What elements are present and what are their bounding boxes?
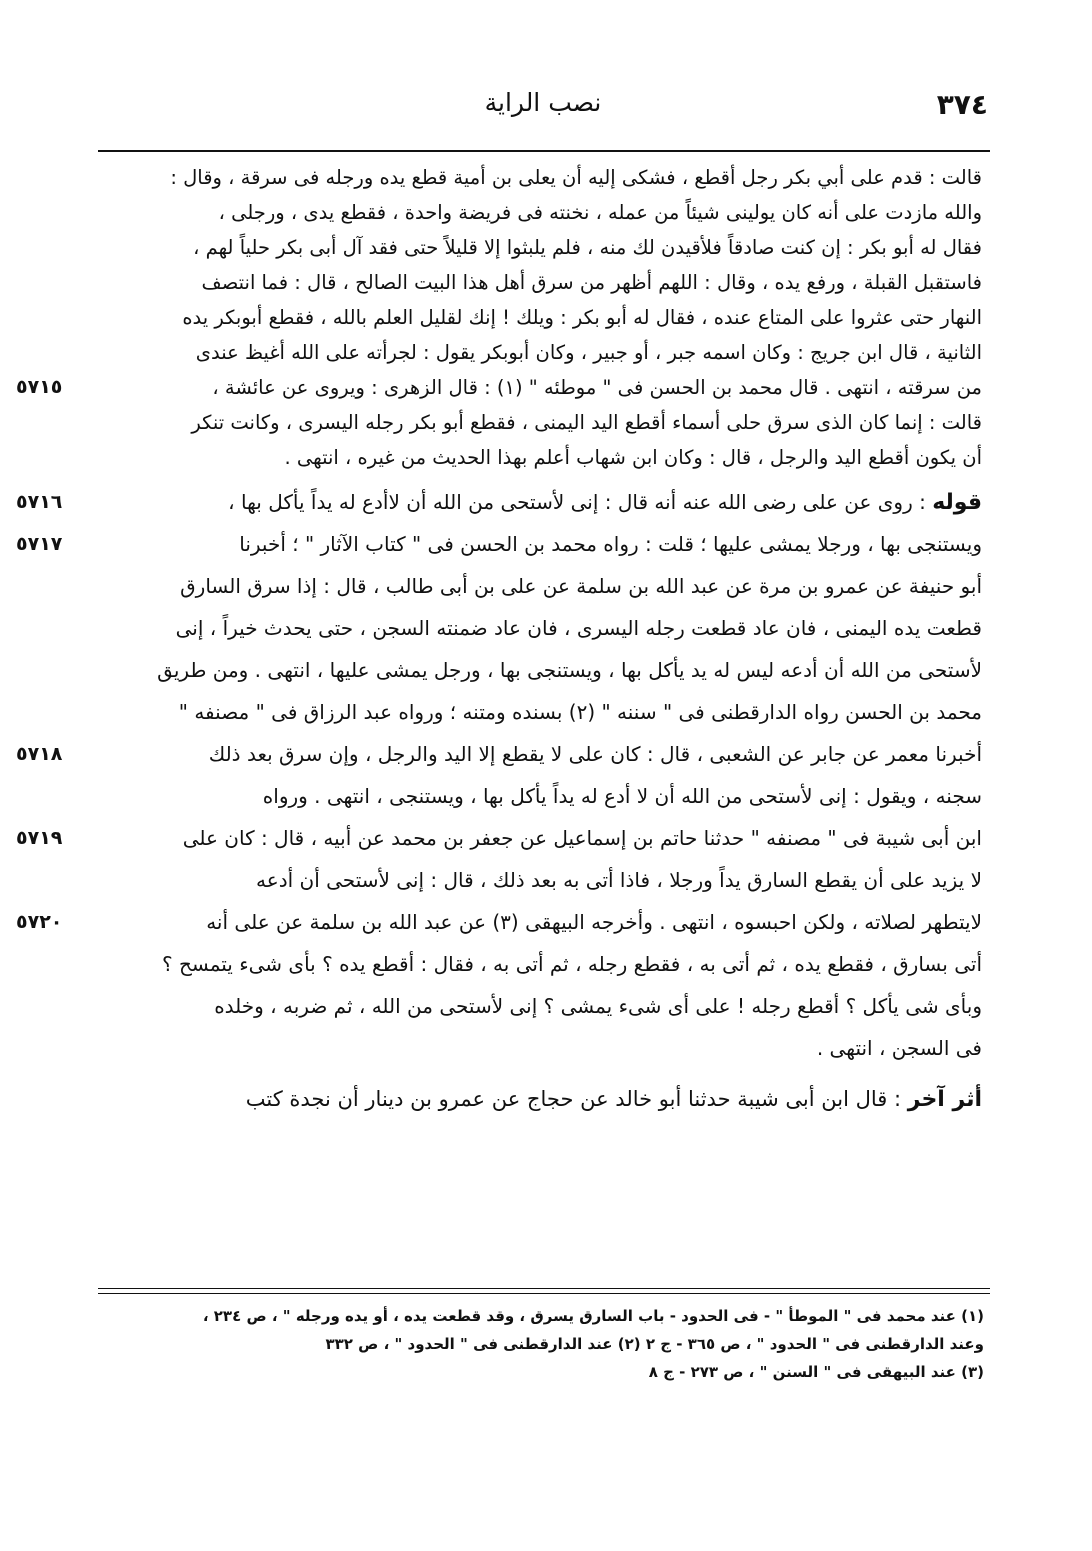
qawluhu-keyword: قوله — [932, 490, 982, 515]
text-line — [98, 607, 990, 649]
athar-akhar-keyword: أثر آخر — [907, 1087, 982, 1112]
athar-akhar-line — [98, 1077, 990, 1121]
line-text: قطعت يده اليمنى ، فان عاد قطعت رجله اليسرى ، فان عاد ضمنته السجن ، حتى يحدث خيراً ، إنى — [175, 616, 982, 640]
running-title: نصب الراية — [484, 88, 602, 117]
text-line — [98, 265, 990, 300]
text-line — [98, 943, 990, 985]
line-text: أن يكون أقطع اليد والرجل ، قال : وكان ابن شهاب أعلم بهذا الحديث من غيره ، انتهى . — [284, 446, 982, 469]
line-text: لا يزيد على أن يقطع السارق يداً ورجلا ، فاذا أتى به بعد ذلك ، قال : إنى لأستحى أن أدعه — [256, 868, 982, 892]
line-text: قالت : قدم على أبي بكر رجل أقطع ، فشكى إليه أن يعلى بن أمية قطع يده ورجله فى سرقة ، وقال : — [170, 166, 982, 189]
footnotes — [98, 1302, 990, 1386]
text-line — [98, 1027, 990, 1069]
line-text: أبو حنيفة عن عمرو بن مرة عن عبد الله بن سلمة عن على بن أبى طالب ، قال : إذا سرق السارق — [180, 574, 982, 598]
record-number: ٥٧١٩ — [16, 827, 63, 849]
record-number: ٥٧٢٠ — [16, 911, 63, 933]
text-line — [98, 775, 990, 817]
text-line — [98, 985, 990, 1027]
footnote-line: (٣) عند البيهقى فى " السنن " ، ص ٢٧٣ - ج ٨ — [648, 1363, 984, 1381]
line-text: أتى بسارق ، فقطع يده ، ثم أتى به ، فقطع رجله ، ثم أتى به ، فقال : أقطع يده ؟ بأى شىء يتمسح ؟ — [161, 952, 982, 976]
footnote-line: (١) عند محمد فى " الموطأ " - فى الحدود - باب السارق يسرق ، وقد قطعت يده ، أو يده ورجله " ، ص ٢٣٤ ، — [202, 1307, 984, 1325]
line-text: وبأى شى يأكل ؟ أقطع رجله ! على أى شىء يمشى ؟ إنى لأستحى من الله ، ثم ضربه ، وخلده — [214, 994, 982, 1018]
line-text: لأستحى من الله أن أدعه ليس له يد يأكل بها ، ويستنجى بها ، ورجل يمشى عليها ، انتهى . ومن طريق — [157, 658, 982, 682]
text-line — [98, 195, 990, 230]
record-number: ٥٧١٦ — [16, 491, 63, 513]
line-text: والله مازدت على أنه كان يولينى شيئاً من عمله ، نخنته فى فريضة واحدة ، فقطع يدى ، ورجلى ، — [218, 201, 982, 224]
record-number: ٥٧١٧ — [16, 533, 63, 555]
line-text: قالت : إنما كان الذى سرق حلى أسماء أقطع اليد اليمنى ، فقطع أبو بكر رجله اليسرى ، وكانت تنكر — [191, 411, 982, 434]
quote-line — [16, 481, 990, 523]
line-text: من سرقته ، انتهى . قال محمد بن الحسن فى " موطئه " (١) : قال الزهرى : ويروى عن عائشة ، — [212, 376, 982, 399]
line-text: أخبرنا معمر عن جابر عن الشعبى ، قال : كان على لا يقطع إلا اليد والرجل ، وإن سرق بعد ذلك — [208, 742, 982, 766]
record-number: ٥٧١٨ — [16, 743, 63, 765]
line-text: سجنه ، ويقول : إنى لأستحى من الله أن لا أدع له يداً يأكل بها ، ويستنجى ، انتهى . ورواه — [262, 784, 982, 808]
text-line — [16, 733, 990, 775]
line-text: الثانية ، قال ابن جريج : وكان اسمه جبر ، أو جبير ، وكان أبوبكر يقول : لجرأته على الله أغيظ عندى — [195, 341, 982, 364]
text-line — [98, 335, 990, 370]
line-text: لايتطهر لصلاته ، ولكن احبسوه ، انتهى . وأخرجه البيهقى (٣) عن عبد الله بن سلمة عن على أنه — [206, 910, 982, 934]
line-text: النهار حتى عثروا على المتاع عنده ، فقال له أبو بكر : ويلك ! إنك لقليل العلم بالله ، فقطع أبوبكر يده — [182, 306, 982, 329]
text-line — [98, 300, 990, 335]
text-line — [98, 691, 990, 733]
text-line — [16, 370, 990, 405]
record-number: ٥٧١٥ — [16, 376, 63, 398]
text-line — [98, 565, 990, 607]
text-line — [16, 901, 990, 943]
text-line — [98, 859, 990, 901]
page-number: ٣٧٤ — [936, 88, 988, 121]
page-header — [98, 88, 988, 136]
header-rule — [98, 150, 990, 152]
line-text: : قال ابن أبى شيبة حدثنا أبو خالد عن حجاج عن عمرو بن دينار أن نجدة كتب — [245, 1087, 902, 1111]
text-line — [16, 817, 990, 859]
line-text: محمد بن الحسن رواه الدارقطنى فى " سننه " (٢) بسنده ومتنه ؛ ورواه عبد الرزاق فى " مصنفه " — [178, 700, 982, 724]
text-line — [98, 649, 990, 691]
text-line — [98, 230, 990, 265]
main-text — [16, 160, 990, 1121]
footnote-line: وعند الدارقطنى فى " الحدود " ، ص ٣٦٥ - ج ٢ (٢) عند الدارقطنى فى " الحدود " ، ص ٣٣٢ — [325, 1335, 984, 1353]
text-line — [16, 523, 990, 565]
line-text: فقال له أبو بكر : إن كنت صادقاً فلأقيدن لك منه ، فلم يلبثوا إلا قليلاً حتى فقد آل أبى بكر حلياً لهم ، — [193, 236, 982, 259]
line-text: فى السجن ، انتهى . — [816, 1036, 982, 1060]
footnote-rule — [98, 1288, 990, 1294]
line-text: فاستقبل القبلة ، ورفع يده ، وقال : اللهم أظهر من سرق أهل هذا البيت الصالح ، قال : فما انتصف — [201, 271, 982, 294]
line-text: ابن أبى شيبة فى " مصنفه " حدثنا حاتم بن إسماعيل عن جعفر بن محمد عن أبيه ، قال : كان على — [182, 826, 982, 850]
text-line — [98, 405, 990, 440]
text-line — [98, 440, 990, 475]
line-text: : روى عن على رضى الله عنه أنه قال : إنى لأستحى من الله أن لاأدع له يداً يأكل بها ، — [228, 490, 926, 514]
line-text: ويستنجى بها ، ورجلا يمشى عليها ؛ قلت : رواه محمد بن الحسن فى " كتاب الآثار " ؛ أخبرنا — [239, 532, 982, 556]
text-line — [98, 160, 990, 195]
